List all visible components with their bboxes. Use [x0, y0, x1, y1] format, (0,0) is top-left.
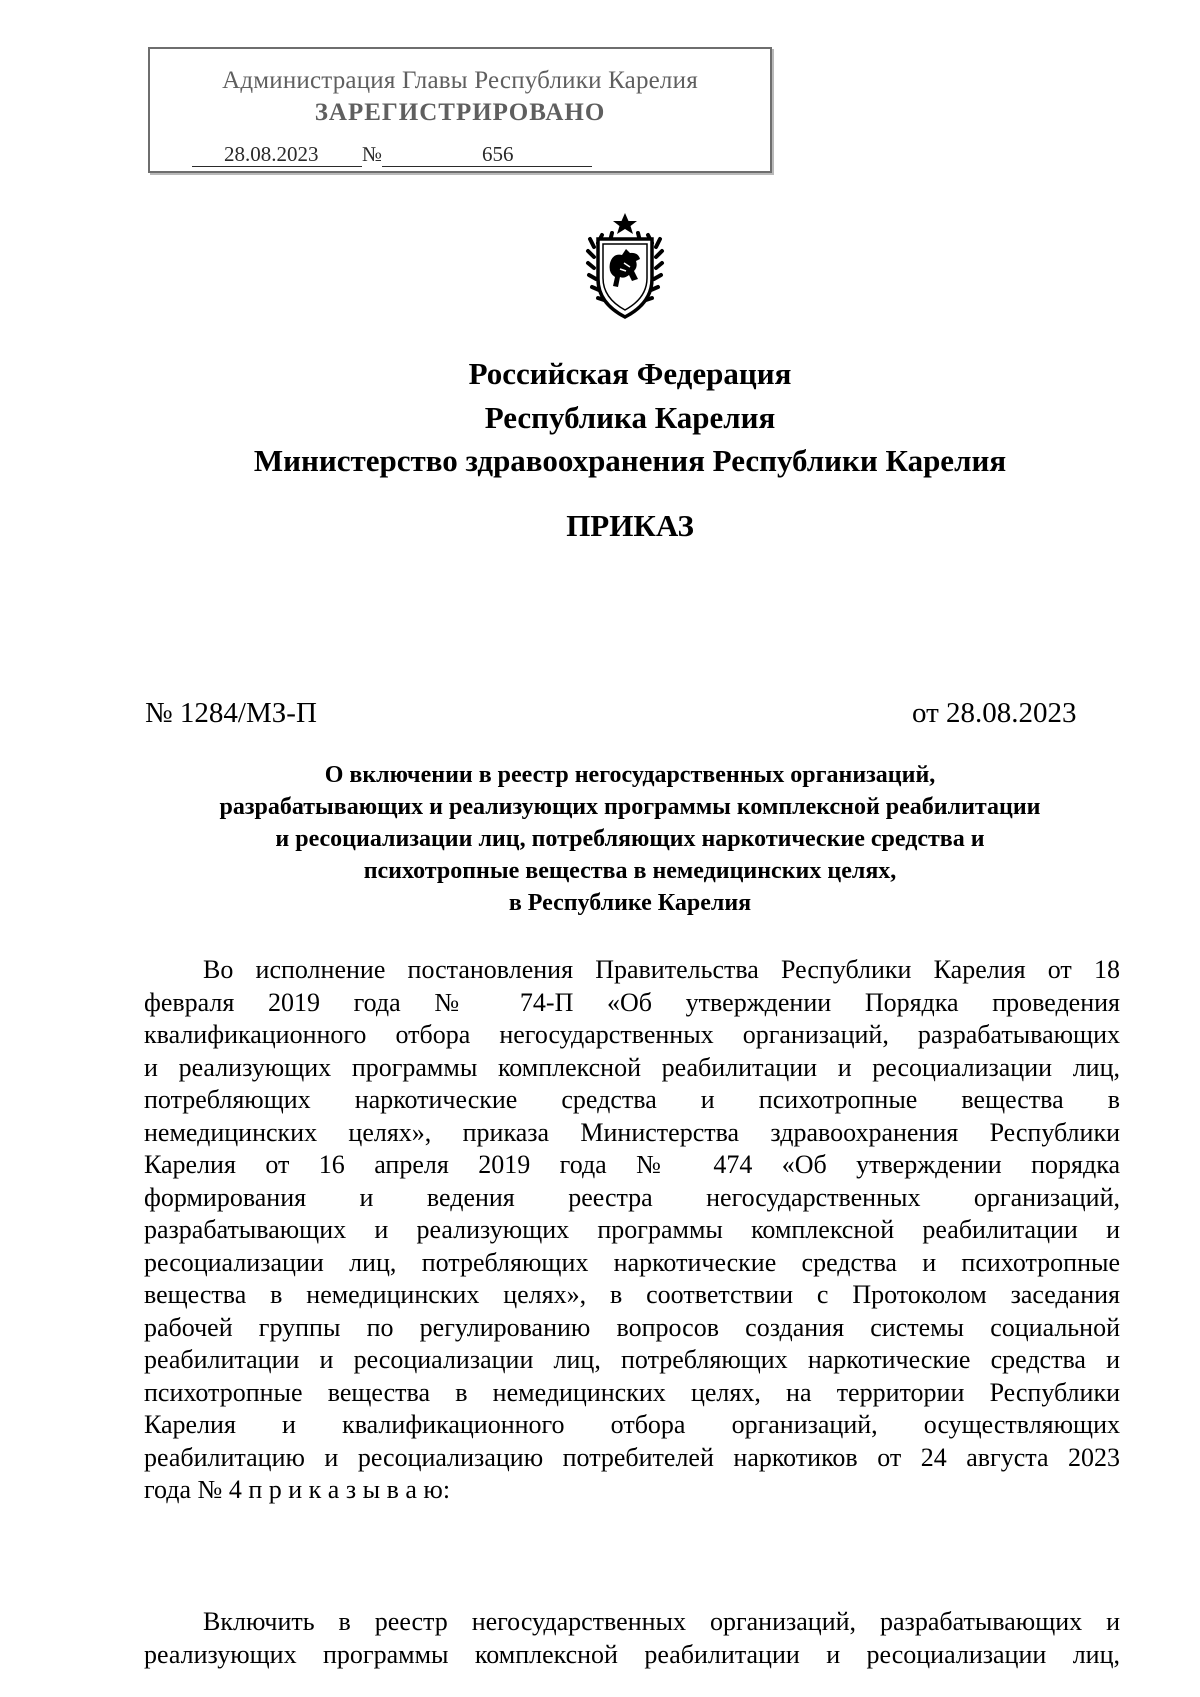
- registration-stamp: [148, 47, 772, 173]
- body-line: ресоциализации лиц, потребляющих наркотические средства и психотропные: [144, 1247, 1120, 1277]
- stamp-number-label: №: [362, 142, 383, 166]
- body-line: рабочей группы по регулированию вопросов создания системы социальной: [144, 1312, 1120, 1342]
- body-line: реабилитации и ресоциализации лиц, потребляющих наркотические средства и: [144, 1345, 1120, 1374]
- body-line: реализующих программы комплексной реабилитации и ресоциализации лиц,: [144, 1639, 1120, 1669]
- body-line: года № 4 п р и к а з ы в а ю:: [144, 1475, 451, 1504]
- order-number: № 1284/МЗ-П: [145, 697, 317, 729]
- stamp-organization: Администрация Главы Республики Карелия: [222, 67, 698, 94]
- body-line: разрабатывающих и реализующих программы комплексной реабилитации и: [144, 1215, 1120, 1244]
- body-line: потребляющих наркотические средства и психотропные вещества в: [144, 1085, 1120, 1114]
- body-paragraph-2: [144, 1606, 1120, 1671]
- body-line: формирования и ведения реестра негосударственных организаций,: [144, 1182, 1120, 1212]
- subject-line: и ресоциализации лиц, потребляющих наркотические средства и: [275, 826, 985, 852]
- header-country: Российская Федерация: [468, 356, 792, 391]
- body-line: реабилитацию и ресоциализацию потребителей наркотиков от 24 августа 2023: [144, 1442, 1120, 1472]
- body-line: Карелия и квалификационного отбора организаций, осуществляющих: [144, 1410, 1120, 1439]
- body-line: Во исполнение постановления Правительства Республики Карелия от 18: [203, 955, 1120, 984]
- body-line: психотропные вещества в немедицинских целях, на территории Республики: [144, 1377, 1120, 1407]
- subject-line: в Республике Карелия: [508, 890, 752, 916]
- body-paragraph-1: [144, 954, 1120, 1507]
- subject-line: психотропные вещества в немедицинских целях,: [363, 858, 897, 884]
- body-line: немедицинских целях», приказа Министерства здравоохранения Республики: [144, 1117, 1120, 1147]
- subject-line: О включении в реестр негосударственных организаций,: [324, 762, 936, 788]
- subject-line: разрабатывающих и реализующих программы комплексной реабилитации: [219, 794, 1041, 820]
- stamp-number: 656: [382, 141, 592, 167]
- body-line: Включить в реестр негосударственных организаций, разрабатывающих и: [203, 1607, 1120, 1636]
- order-date: от 28.08.2023: [912, 697, 1077, 729]
- stamp-status: ЗАРЕГИСТРИРОВАНО: [314, 99, 606, 126]
- body-line: и реализующих программы комплексной реабилитации и ресоциализации лиц,: [144, 1052, 1120, 1082]
- body-line: февраля 2019 года № 74-П «Об утверждении Порядка проведения: [144, 987, 1120, 1017]
- header-ministry: Министерство здравоохранения Республики Карелия: [253, 443, 1007, 478]
- karelia-coat-of-arms-icon: [580, 211, 670, 323]
- body-line: Карелия от 16 апреля 2019 года № 474 «Об утверждении порядка: [144, 1150, 1120, 1179]
- header-republic: Республика Карелия: [484, 400, 776, 435]
- order-subject: [140, 759, 1120, 919]
- body-line: квалификационного отбора негосударственных организаций, разрабатывающих: [144, 1020, 1120, 1049]
- stamp-date: 28.08.2023: [192, 141, 362, 167]
- document-type-title: ПРИКАЗ: [566, 508, 694, 543]
- body-line: вещества в немедицинских целях», в соответствии с Протоколом заседания: [144, 1280, 1120, 1309]
